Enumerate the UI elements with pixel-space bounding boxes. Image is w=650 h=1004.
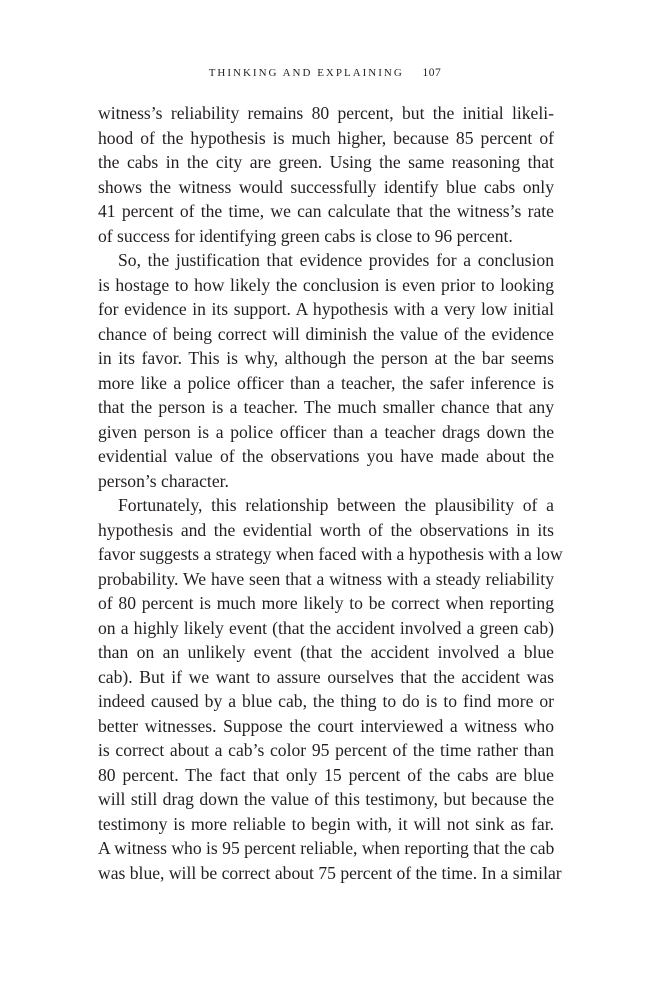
text-line: indeed caused by a blue cab, the thing to do is to find more or — [98, 691, 554, 711]
text-line: A witness who is 95 percent reliable, when reporting that the cab — [98, 838, 555, 858]
text-line: person’s character. — [98, 470, 229, 491]
text-line: than on an unlikely event (that the accident involved a blue — [98, 642, 554, 662]
paragraph — [98, 248, 554, 493]
text-line: is hostage to how likely the conclusion is even prior to looking — [98, 274, 554, 295]
paragraph — [98, 101, 554, 248]
text-line: witness’s reliability remains 80 percent, but the initial likeli- — [98, 103, 554, 123]
text-line: Fortunately, this relationship between the plausibility of a — [118, 495, 554, 515]
text-line: shows the witness would successfully identify blue cabs only — [98, 176, 554, 197]
text-line: that the person is a teacher. The much smaller chance that any — [98, 397, 554, 417]
text-line: will still drag down the value of this testimony, but because the — [98, 789, 554, 809]
text-line: in its favor. This is why, although the person at the bar seems — [98, 348, 554, 368]
running-head — [0, 67, 650, 79]
text-line: given person is a police officer than a teacher drags down the — [98, 421, 554, 442]
text-line: 41 percent of the time, we can calculate that the witness’s rate — [98, 201, 554, 221]
text-line: is correct about a cab’s color 95 percent of the time rather than — [98, 740, 554, 760]
text-line: was blue, will be correct about 75 percent of the time. In a similar — [98, 862, 562, 883]
paragraph — [98, 493, 563, 885]
running-head-title: THINKING AND EXPLAINING — [208, 67, 404, 79]
text-line: evidential value of the observations you have made about the — [98, 446, 554, 466]
text-line: hypothesis and the evidential worth of the observations in its — [98, 519, 554, 540]
text-line: chance of being correct will diminish the value of the evidence — [98, 323, 554, 344]
text-line: better witnesses. Suppose the court interviewed a witness who — [98, 715, 554, 736]
text-line: testimony is more reliable to begin with, it will not sink as far. — [98, 813, 554, 834]
body-text — [98, 101, 563, 885]
page-number: 107 — [422, 67, 442, 79]
text-line: on a highly likely event (that the accident involved a green cab) — [98, 617, 554, 638]
text-line: hood of the hypothesis is much higher, because 85 percent of — [98, 127, 554, 148]
text-line: So, the justification that evidence provides for a conclusion — [118, 250, 554, 270]
text-line: cab). But if we want to assure ourselves that the accident was — [98, 666, 554, 687]
text-line: more like a police officer than a teacher, the safer inference is — [98, 372, 554, 393]
text-line: the cabs in the city are green. Using the same reasoning that — [98, 152, 554, 172]
text-line: probability. We have seen that a witness with a steady reliability — [98, 568, 554, 589]
text-line: for evidence in its support. A hypothesis with a very low initial — [98, 299, 554, 319]
text-line: favor suggests a strategy when faced with a hypothesis with a low — [98, 544, 563, 564]
text-line: of 80 percent is much more likely to be correct when reporting — [98, 593, 554, 613]
text-line: 80 percent. The fact that only 15 percent of the cabs are blue — [98, 764, 554, 785]
text-line: of success for identifying green cabs is close to 96 percent. — [98, 225, 513, 246]
